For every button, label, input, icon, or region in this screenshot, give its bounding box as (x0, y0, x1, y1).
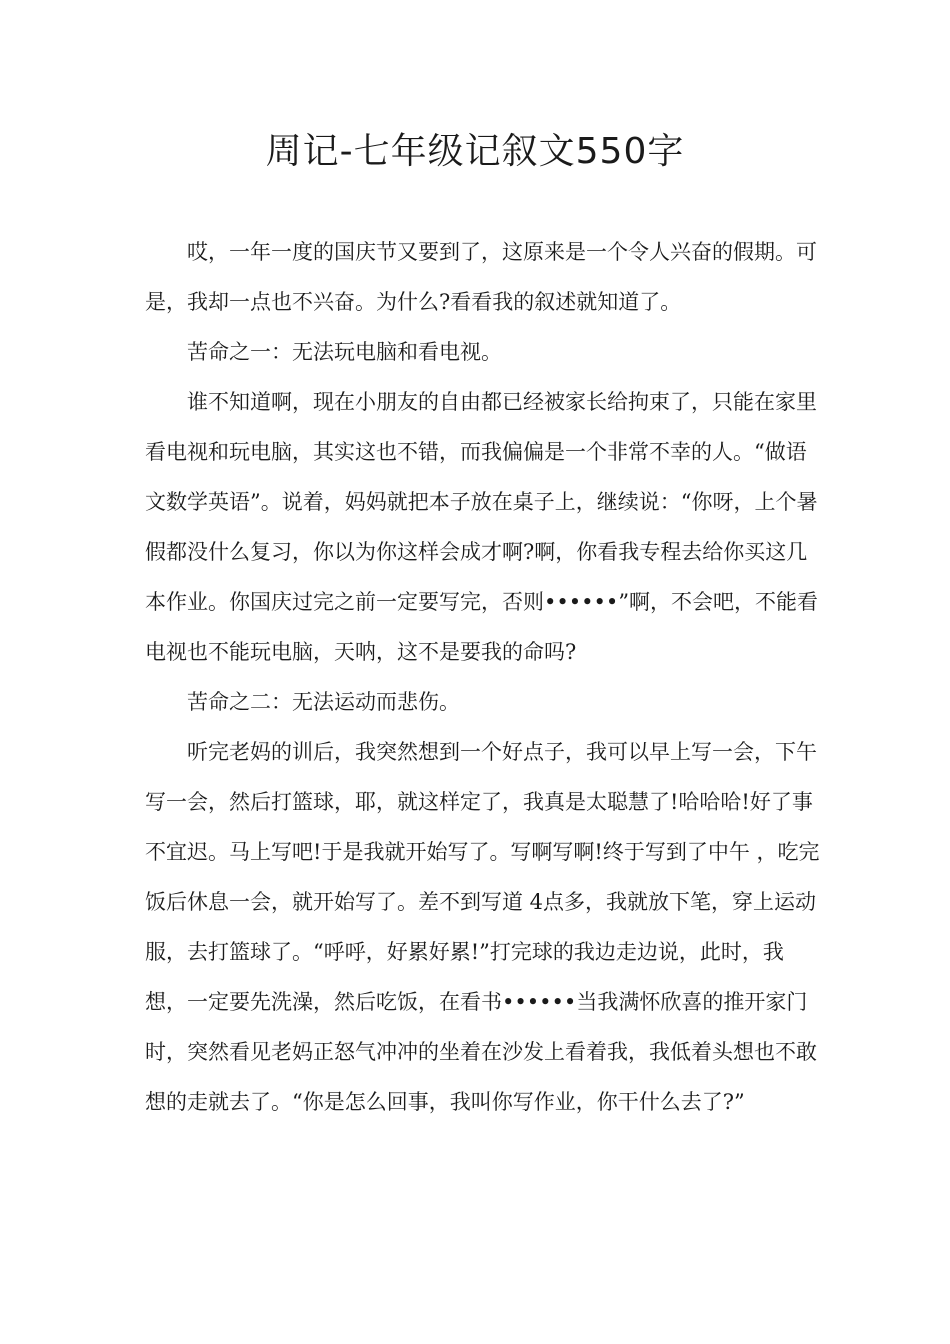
document-title: 周记-七年级记叙文550字 (265, 131, 685, 172)
paragraph-heading-2: 苦命之二：无法运动而悲伤。 (187, 690, 460, 714)
paragraph-body-1: 谁不知道啊，现在小朋友的自由都已经被家长给拘束了，只能在家里看电视和玩电脑，其实这也不错，而我偏偏是一个非常不幸的人。“做语文数学英语”。说着，妈妈就把本子放在桌子上，继续说：“你呀，上个暑假都没什么复习，你以为你这样会成才啊?啊，你看我专程去给你买这几本作业。你国庆过完之前一定要写完，否则••••••”啊，不会吧，不能看电视也不能玩电脑，天呐，这不是要我的命吗? (145, 390, 819, 664)
paragraph-heading-1: 苦命之一：无法玩电脑和看电视。 (187, 340, 502, 364)
paragraph-body-2: 听完老妈的训后，我突然想到一个好点子，我可以早上写一会，下午写一会，然后打篮球，耶，就这样定了，我真是太聪慧了!哈哈哈!好了事不宜迟。马上写吧!于是我就开始写了。写啊写啊!终于写到了中午 ，吃完饭后休息一会，就开始写了。差不到写道 4点多，我就放下笔，穿上运动服，去打篮球了。“呼呼，好累好累!”打完球的我边走边说，此时，我想，一定要先洗澡，然后吃饭，在看书••••••当我满怀欣喜的推开家门时，突然看见老妈正怒气冲冲的坐着在沙发上看着我，我低着头想也不敢想的走就去了。“你是怎么回事，我叫你写作业，你干什么去了?” (145, 740, 820, 1114)
paragraph-intro: 哎，一年一度的国庆节又要到了，这原来是一个令人兴奋的假期。可是，我却一点也不兴奋。为什么?看看我的叙述就知道了。 (145, 240, 817, 314)
document-body (145, 227, 820, 1127)
